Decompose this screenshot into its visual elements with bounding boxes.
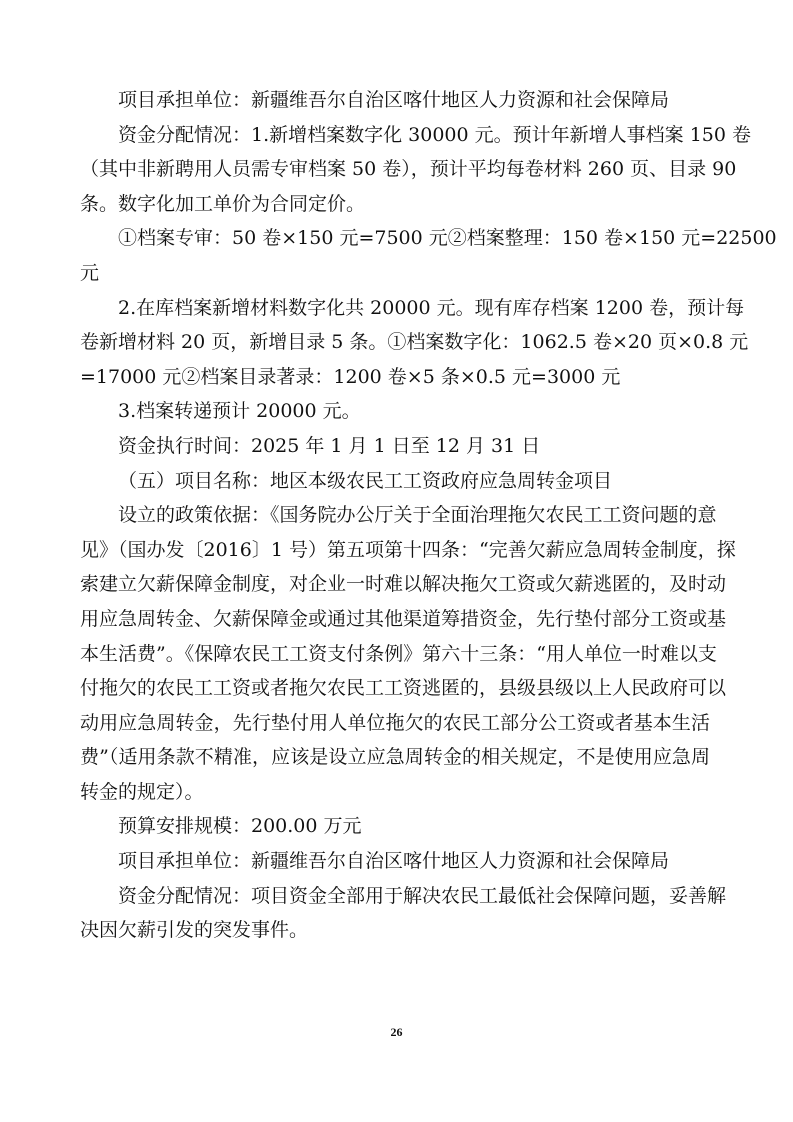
text-line: 预算安排规模：200.00 万元 xyxy=(118,815,362,838)
text-line: 资金分配情况：1.新增档案数字化 30000 元。预计年新增人事档案 150 卷 xyxy=(118,123,751,146)
paragraph-fund-allocation xyxy=(80,118,751,222)
text-line: 付拖欠的农民工工资或者拖欠农民工工资逃匿的，县级县级以上人民政府可以 xyxy=(80,677,727,700)
paragraph-review-calculation xyxy=(80,221,777,290)
text-line: 本生活费”。《保障农民工工资支付条例》第六十三条：“用人单位一时难以支 xyxy=(80,642,717,665)
paragraph-stock-digitization xyxy=(80,291,749,395)
text-line: 资金执行时间：2025 年 1 月 1 日至 12 月 31 日 xyxy=(118,434,541,457)
text-line: 见》（国办发〔2016〕1 号）第五项第十四条：“完善欠薪应急周转金制度，探 xyxy=(80,538,736,561)
page-body xyxy=(80,83,777,948)
section-heading-project-5 xyxy=(80,464,710,499)
text-line: （其中非新聘用人员需专审档案 50 卷），预计平均每卷材料 260 页、目录 90 xyxy=(80,158,737,181)
page-number: 26 xyxy=(390,1025,403,1039)
text-line: 转金的规定）。 xyxy=(80,780,204,803)
text-line: 决因欠薪引发的突发事件。 xyxy=(80,919,309,942)
text-line: ①档案专审：50 卷×150 元=7500 元②档案整理：150 卷×150 元=22500 xyxy=(118,227,777,250)
paragraph-archive-transfer xyxy=(80,394,710,429)
paragraph-fund-allocation-2 xyxy=(80,879,727,948)
text-line: 项目承担单位：新疆维吾尔自治区喀什地区人力资源和社会保障局 xyxy=(118,89,670,111)
paragraph-undertaking-unit xyxy=(80,83,710,118)
text-line: 2.在库档案新增材料数字化共 20000 元。现有库存档案 1200 卷，预计每 xyxy=(118,296,745,319)
text-line: 项目承担单位：新疆维吾尔自治区喀什地区人力资源和社会保障局 xyxy=(118,850,670,873)
text-line: 设立的政策依据：《国务院办公厅关于全面治理拖欠农民工工资问题的意 xyxy=(118,504,717,527)
text-line: 费”（适用条款不精准，应该是设立应急周转金的相关规定，不是使用应急周 xyxy=(80,746,710,769)
paragraph-execution-time xyxy=(80,429,710,464)
text-line: 动用应急周转金，先行垫付用人单位拖欠的农民工部分公工资或者基本生活 xyxy=(80,711,710,734)
text-line: =17000 元②档案目录著录：1200 卷×5 条×0.5 元=3000 元 xyxy=(80,365,621,388)
paragraph-budget-scale xyxy=(80,809,710,844)
text-line: 卷新增材料 20 页，新增目录 5 条。①档案数字化：1062.5 卷×20 页×0.8 元 xyxy=(80,331,749,354)
text-line: 3.档案转递预计 20000 元。 xyxy=(118,400,361,423)
text-line: 资金分配情况：项目资金全部用于解决农民工最低社会保障问题，妥善解 xyxy=(118,884,727,907)
text-line: 条。数字化加工单价为合同定价。 xyxy=(80,192,366,215)
text-line: 元 xyxy=(80,261,100,284)
text-line: （五）项目名称：地区本级农民工工资政府应急周转金项目 xyxy=(118,469,613,492)
paragraph-policy-basis xyxy=(80,498,736,809)
text-line: 用应急周转金、欠薪保障金或通过其他渠道筹措资金，先行垫付部分工资或基 xyxy=(80,607,727,630)
text-line: 索建立欠薪保障金制度，对企业一时难以解决拖欠工资或欠薪逃匿的，及时动 xyxy=(80,573,727,596)
paragraph-undertaking-unit-2 xyxy=(80,844,710,879)
